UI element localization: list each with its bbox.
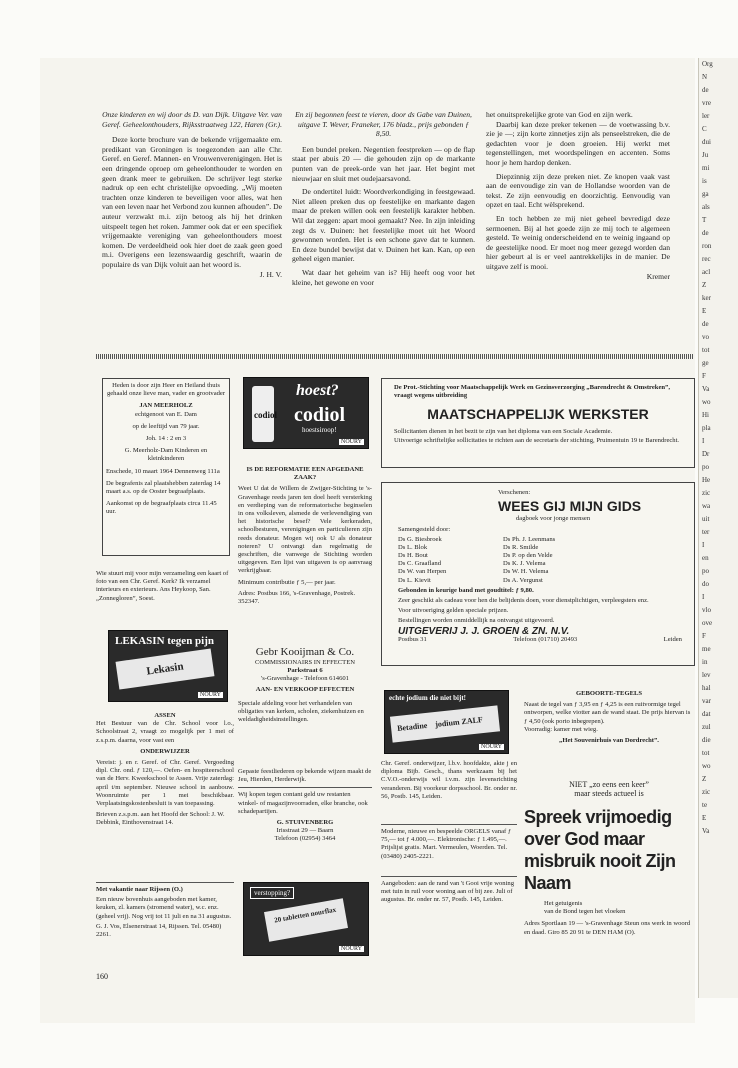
reformatie-body: Weet U dat de Willem de Zwijger-Stichting te 's-Gravenhage reeds jaren ten doel heeft versterking en verdieping van de reformatorische beginselen in ons volksleven, alsmede de verlevendiging van het historische besef? Vele kerkeraden, schoolbesturen, verenigingen en particulieren zijn reeds donateur. Mogen wij ook U als donateur noteren? U ontvangt dan regelmatig de geschriften, die vanwege de Stichting worden uitgegeven. Een lijst van uitgaven is op aanvraag verkrijgbaar. <box>238 485 372 575</box>
noury-logo: NOURY <box>199 692 221 698</box>
death-spouse: echtgenoot van E. Dam <box>135 410 197 418</box>
kooijman-sub: COMMISSIONAIRS IN EFFECTEN <box>254 659 356 666</box>
facing-page-fragment: is <box>702 177 707 185</box>
kooijman-title: Gebr Kooijman & Co. <box>255 646 355 658</box>
facing-page-fragment: acl <box>702 268 711 276</box>
facing-page-fragment: de <box>702 229 709 237</box>
facing-page-fragment: rec <box>702 255 711 263</box>
codiol-headline: hoest? <box>296 382 339 399</box>
death-burial: De begrafenis zal plaatshebben zaterdag 14 maart a.s. op de Ooster begraafplaats. <box>106 479 221 496</box>
werkster-top: De Prot.-Stichting voor Maatschappelijk Werk en Gezinsverzorging „Barendrecht & Omstreken”, vraagt wegens uitbreiding <box>394 384 670 400</box>
death-family: G. Meerholz-Dam Kinderen en kleinkinderen <box>124 447 208 463</box>
review-1-signature: J. H. V. <box>259 269 282 279</box>
facing-page-fragment: Org <box>702 60 713 68</box>
death-notice <box>102 378 230 556</box>
feest-ad <box>238 768 372 844</box>
gids-author: Ds G. Biesbroek <box>398 535 442 543</box>
death-intro: Heden is door zijn Heer en Heiland thuis gehaald onze lieve man, vader en grootvader <box>106 382 226 398</box>
facing-page-fragment: zic <box>702 489 711 497</box>
betadine-zalf: jodium ZALF <box>434 715 484 729</box>
kooijman-aan: AAN- EN VERKOOP EFFECTEN <box>255 685 355 693</box>
divider <box>381 824 517 825</box>
facing-page-fragment: mi <box>702 164 710 172</box>
noury-logo: NOURY <box>480 744 502 750</box>
facing-page-fragment: Hi <box>702 411 709 419</box>
facing-page-fragment: Z <box>702 775 707 783</box>
facing-page-fragment: do <box>702 580 709 588</box>
review-2-p3: Wat daar het geheim van is? Hij heeft oog voor het kleine, het gewone en voor <box>292 267 475 287</box>
death-age: op de leeftijd van 79 jaar. <box>132 422 200 430</box>
facing-page-fragment: Va <box>702 827 710 835</box>
aangeboden-ad: Aangeboden: aan de rand van 't Gooi vrije woning met tuin in ruil voor woning aan of bij zee. Juli of augustus. Br. onder nr. 57, Postb. 145, Leiden. <box>381 880 515 904</box>
gids-bound: Gebonden in keurige band met goudtitel: ƒ 9,80. <box>398 586 534 594</box>
gids-gift: Zeer geschikt als cadeau voor hen die belijdenis doen, voor dienstplichtigen, verpleegsters enz. <box>398 597 649 605</box>
facing-page-fragment: vo <box>702 333 709 341</box>
review-1-body: Deze korte brochure van de bekende vrijgemaakte em. predikant van Groningen is toegezonden aan alle Chr. Geref. en Geref. Mannen- en Vrouwenverenigingen. Het is een dringende oproep om geheelonthouder te worden en geen drank meer te gebruiken. De schrijver legt sterke nadruk op een echt christelijke opvoeding. „Wij moeten trachten onze kinderen te beveiligen voor alles, wat hen van een leven naar het Verbond zou kunnen afhouden”. De auteur verzwakt m.i. zijn betoog als hij het drinken uitspeelt tegen het roken. Jammer ook dat er een specifiek vrijgemaakte vereniging van geheelonthouders moest komen. De verdeeldheid ook hier doet de zaak geen goed m.i. Overigens een lezenswaardig geschrift, waarin de populaire ds van Dijk voluit aan het woord is. <box>102 135 282 269</box>
gids-author: Ds K. J. Velema <box>503 560 546 568</box>
facing-page-fragment: ker <box>702 294 711 302</box>
assen-ad <box>96 712 234 828</box>
vloeken-addr: Adres Sportlaan 19 — 's-Gravenhage Steun ons werk in woord en daad. Giro 85 20 91 te DEN HAM (O). <box>524 920 691 936</box>
facing-page-fragment: hal <box>702 684 711 692</box>
facing-page-fragment: dat <box>702 710 711 718</box>
geboorte-sign: „Het Souvenirhuis van Dordrecht”. <box>559 737 659 745</box>
review-column-3 <box>486 110 670 281</box>
review-column-1 <box>102 110 282 279</box>
facing-page-fragment: He <box>702 476 711 484</box>
review-1-title: Onze kinderen en wij door ds D. van Dijk. Uitgave Ver. van Geref. Geheelonthouders, Rijksstraatweg 122, Haren (Gr.). <box>102 110 282 129</box>
reformatie-title: IS DE REFORMATIE EEN AFGEDANE ZAAK? <box>246 466 364 482</box>
gids-author: Ds W. van Herpen <box>398 568 447 576</box>
facing-page-fragment: ove <box>702 619 713 627</box>
rijssen-title: Met vakantie naar Rijssen (O.) <box>96 886 183 893</box>
kooijman-body: Speciale afdeling voor het verhandelen van obligaties van kerken, scholen, ziekenhuizen en weldadigheidsinstellingen. <box>238 699 364 724</box>
facing-page-edge <box>698 58 738 998</box>
page-number: 160 <box>96 972 108 981</box>
gids-author: Ds P. op den Velde <box>503 552 553 560</box>
photo-request: Wie stuurt mij voor mijn verzameling een kaart of foto van een Chr. Geref. Kerk? Ik verzamel interieurs en exterieurs. Ans Heykoop, San. „Zonnegloren”, Soest. <box>96 570 229 602</box>
reformatie-addr: Adres: Postbus 166, 's-Gravenhage, Postrek. 352347. <box>238 589 356 606</box>
codiol-brand: codiol <box>294 404 346 426</box>
death-place: Enschede, 10 maart 1964 Dennenweg 111a <box>106 467 220 475</box>
gids-samen: Samengesteld door: <box>398 526 451 534</box>
gids-ad <box>381 482 695 666</box>
facing-page-fragment: als <box>702 203 710 211</box>
gids-author: Ds Ph. J. Leenmans <box>503 535 556 543</box>
gids-authors-left <box>398 536 503 585</box>
facing-page-fragment: Va <box>702 385 710 393</box>
vloeken-ad <box>524 780 694 937</box>
bottle-label: codiol <box>254 410 278 420</box>
facing-page-fragment: N <box>702 73 708 81</box>
stuivenberg-name: G. STUIVENBERG <box>276 819 334 827</box>
kooijman-street: Parkstraat 6 <box>287 667 323 675</box>
noury-logo: NOURY <box>340 439 362 445</box>
review-3-p0: het onuitsprekelijke grote van God en zijn werk. <box>486 110 633 119</box>
assen-job: ONDERWIJZER <box>140 747 190 755</box>
facing-page-fragment: ge <box>702 359 709 367</box>
facing-page-fragment: Dr <box>702 450 710 458</box>
kooijman-tel: 's-Gravenhage - Telefoon 614601 <box>261 675 349 683</box>
facing-page-fragment: uit <box>702 515 710 523</box>
betadine-head: echte jodium die niet bijt! <box>389 694 466 702</box>
facing-page-fragment: te <box>702 801 708 809</box>
facing-page-fragment: ter <box>702 528 710 536</box>
assen-req: Vereist: j. en r. Geref. of Chr. Geref. Vergoeding dipl. Chr. ond. ƒ 120,—. Oefen- en hospiteerschool van de Herv. Kweekschool te Assen. Vrije zaterdag: april t/m september. Nieuwe school in aanbouw. Woonruimte per 1 mei beschikbaar. Verplaatsingskostenbesluit is van toepassing. <box>96 759 234 808</box>
gids-order: Voor uitvoeriging gelden speciale prijzen. <box>398 607 509 615</box>
facing-page-fragment: lev <box>702 671 711 679</box>
vloeken-bond: van de Bond tegen het vloeken <box>544 908 626 916</box>
review-3-p3: En toch hebben ze mij niet geheel bevredigd deze sermoenen. Bij al het goede zijn ze mij toch te algemeen gesteld. Te weinig onderscheidend en te weinig ingaand op de geestelijke nood. Er moet nog meer gezegd worden dan hier gebeurt al is er veel aantrekkelijks in de manier. De uitgave zelf is mooi. <box>486 213 670 271</box>
facing-page-fragment: ron <box>702 242 712 250</box>
rijssen-body: Een nieuw bovenhuis aangeboden met kamer, keuken, zl. kamers (stromend water), w.c. enz. (geheel vrij). Nog vrij tot 11 juli en na 31 augustus. <box>96 896 232 920</box>
facing-page-fragment: Ju <box>702 151 709 159</box>
noury-logo: NOURY <box>340 946 362 952</box>
gids-author: Ds R. Smilde <box>503 543 539 551</box>
facing-page-fragment: I <box>702 593 705 601</box>
gids-via: Bestellingen worden onmiddellijk na ontvangst uitgevoerd. <box>398 617 555 625</box>
geboorte-title: GEBOORTE-TEGELS <box>575 690 643 697</box>
review-3-p1: Daarbij kan deze preker tekenen — de voetwassing b.v. zie je —; zijn korte zinnetjes zijn als penseelstreken, die de gedachten voor je doen groeien. Hij werkt met tegenstellingen, met woordspelingen en accenten. Soms hoor je hem hardop denken. <box>486 119 670 167</box>
facing-page-fragment: zic <box>702 788 711 796</box>
facing-page-fragment: vre <box>702 99 711 107</box>
section-divider <box>96 354 694 359</box>
werkster-body1: Sollicitanten dienen in het bezit te zijn van het diploma van een Sociale Academie. <box>394 428 613 436</box>
death-name: JAN MEERHOLZ <box>139 402 193 410</box>
facing-page-fragment: wo <box>702 762 711 770</box>
facing-page-fragment: I <box>702 437 705 445</box>
rijssen-ad <box>96 886 234 939</box>
review-column-2 <box>292 110 475 287</box>
gids-author: Ds L. Blok <box>398 543 428 551</box>
facing-page-fragment: var <box>702 697 711 705</box>
codiol-ad <box>243 377 369 449</box>
facing-page-fragment: T <box>702 216 707 224</box>
stuivenberg-body: Wij kopen tegen contant geld uw restanten winkel- of magazijnvoorraden, elke branche, ook schadepartijen. <box>238 791 368 815</box>
betadine-brand: Betadine <box>396 720 428 733</box>
nourflax-ad <box>243 882 369 956</box>
gids-postbus: Postbus 31 <box>398 635 427 643</box>
rijssen-addr: G. J. Vos, Elsenerstraat 14, Rijssen. Tel. 05480) 2261. <box>96 922 222 939</box>
gids-author: Ds A. Vergunst <box>503 576 543 584</box>
facing-page-fragment: E <box>702 307 707 315</box>
facing-page-fragment: po <box>702 463 709 471</box>
facing-page-fragment: Z <box>702 281 707 289</box>
betadine-ad <box>384 690 509 754</box>
codiol-sub: hoestsiroop! <box>302 426 337 434</box>
vloeken-slogan: Spreek vrijmoedig over God maar misbruik nooit Zijn Naam <box>524 807 676 893</box>
assen-body: Het Bestuur van de Chr. School voor l.o., Schoolstraat 2, vraagt zo mogelijk per 1 mei of z.s.p.m. daarna, voor vast een <box>96 720 234 744</box>
facing-page-fragment: I <box>702 541 705 549</box>
review-2-p1: Een bundel preken. Negentien feestpreken — op de flap staat per abuis 20 — die gehouden zijn op de markante punten van de preek-orde van het jaar. Het begint met nieuwjaar en sluit met oudejaarsavond. <box>292 144 475 183</box>
facing-page-fragment: wa <box>702 502 711 510</box>
facing-page-fragment: me <box>702 645 711 653</box>
feest-body: Gepaste feestliederen op bekende wijzen maakt de Jeu, Hierden, Herderwijk. <box>238 768 372 784</box>
gids-author: Ds C. Graafland <box>398 560 442 568</box>
geboorte-body: Naast de tegel van ƒ 3,95 en ƒ 4,25 is een ruitvormige tegel ontworpen, welke viotter aan de wand staat. De prijs hiervan is ƒ 4,50 (ook porto inbegrepen). <box>524 701 691 725</box>
reformatie-ad <box>238 466 372 606</box>
facing-page-fragment: ler <box>702 112 710 120</box>
gids-publisher: UITGEVERIJ J. J. GROEN & ZN. N.V. <box>398 625 570 637</box>
facing-page-fragment: F <box>702 372 706 380</box>
gids-pre: Verschenen: <box>498 489 531 496</box>
vloeken-l1: NIET „zo eens een keer” <box>569 780 649 789</box>
divider <box>96 882 234 883</box>
lekasin-pack-icon: Lekasin <box>116 648 215 689</box>
death-verse: Joh. 14 : 2 en 3 <box>145 435 187 443</box>
gids-authors-right <box>503 536 555 585</box>
review-3-p2: Diepzinnig zijn deze preken niet. Ze knopen vaak vast aan de eenvoudige zin van de Hollandse woorden van de tekst. Ze zijn eenvoudig en doorzichtig. Eenvoudig van opzet en taal. Echt wèlsprekend. <box>486 171 670 210</box>
werkster-title: MAATSCHAPPELIJK WERKSTER <box>427 406 649 423</box>
stuivenberg-tel: Telefoon (02954) 3464 <box>274 835 336 843</box>
facing-page-fragment: C <box>702 125 707 133</box>
reformatie-min: Minimum contributie ƒ 5,— per jaar. <box>238 578 336 586</box>
gids-title: WEES GIJ MIJN GIDS <box>498 498 642 515</box>
geboorte-store: Voorradig: kamer met wieg. <box>524 725 598 733</box>
review-3-signature: Kremer <box>646 271 670 281</box>
facing-page-fragment: de <box>702 86 709 94</box>
vloeken-getuig: Het getuigenis <box>544 900 583 907</box>
facing-page-fragment: de <box>702 320 709 328</box>
facing-page-fragment: zul <box>702 723 711 731</box>
facing-page-fragment: dui <box>702 138 711 146</box>
geboorte-ad <box>524 690 694 745</box>
lekasin-headline: LEKASIN tegen pijn <box>115 635 215 647</box>
facing-page-fragment: ga <box>702 190 709 198</box>
orgels-ad: Moderne, nieuwe en bespeelde ORGELS vanaf ƒ 75,— tot ƒ 4.000,—. Elektronische: ƒ 1.495,—. Prijslijst gratis. Mart. Vermeulen, Woerden. Tel. (03480) 2405-2221. <box>381 828 512 860</box>
facing-page-fragment: tot <box>702 749 710 757</box>
onderwijzer-ad: Chr. Geref. onderwijzer, l.b.v. hoofdakte, akte j en diploma Bijb. Gesch., thans werkzaam bij het C.V.O.-onderwijs wil i.v.m. zijn levensrichting veranderen. Bij voorkeur dorpsschool. Br. onder nr. 56, Postb. 145, Leiden. <box>381 760 517 800</box>
vloeken-l2: maar steeds actueel is <box>574 789 644 798</box>
facing-page-fragment: die <box>702 736 711 744</box>
divider <box>381 876 517 877</box>
facing-page-fragment: vlo <box>702 606 711 614</box>
werkster-body2: Uitvoerige schriftelijke sollicitaties te richten aan de secretaris der stichting, Pruimentuin 19 te Barendrecht. <box>394 436 680 444</box>
facing-page-fragment: F <box>702 632 706 640</box>
nourflax-pack-icon: 20 tabletten nourflax <box>264 898 348 941</box>
gids-tel: Telefoon (01710) 20493 <box>513 635 578 643</box>
gids-author: Ds L. Kievit <box>398 576 431 584</box>
review-2-title: En zij begonnen feest te vieren, door ds Gabe van Duinen, uitgave T. Wever, Franeker, 176 bladz., prijs gebonden ƒ 8,50. <box>295 110 472 139</box>
gids-author: Ds H. Bout <box>398 552 428 560</box>
gids-city: Leiden <box>663 635 682 643</box>
facing-page-fragment: wo <box>702 398 711 406</box>
facing-page-fragment: en <box>702 554 709 562</box>
assen-send: Brieven z.s.p.m. aan het Hoofd der School: J. W. Debbink, Einthovenstraat 14. <box>96 811 225 827</box>
death-arrival: Aankomst op de begraafplaats circa 11.45 uur. <box>106 500 217 516</box>
facing-page-fragment: in <box>702 658 708 666</box>
gids-author: Ds W. H. Velema <box>503 568 549 576</box>
facing-page-fragment: E <box>702 814 707 822</box>
lekasin-ad <box>108 630 228 702</box>
gids-sub: dagboek voor jonge mensen <box>516 515 591 523</box>
stuivenberg-addr: Irisstraat 29 — Baarn <box>276 827 334 835</box>
divider <box>238 787 372 788</box>
review-2-p2: De ondertitel luidt: Woordverkondiging in feestgewaad. Niet alleen preken dus op feestelijke en markante dagen maar de preken willen ook een feestelijk karakter hebben. Wil dat zeggen: apart mooi gemaakt? Nee. In zijn inleiding zegt ds v. Duinen: het feestelijke moet uit het Woord gewonnen worden. Het is een schone gave dat te kunnen. En deze bundel bewijst dat v. Duinen het kan. Kan, op een geheel eigen manier. <box>292 187 475 264</box>
facing-page-fragment: po <box>702 567 709 575</box>
werkster-ad <box>381 378 695 468</box>
facing-page-fragment: tot <box>702 346 710 354</box>
facing-page-fragment: pla <box>702 424 711 432</box>
nourflax-head: verstopping? <box>250 887 294 899</box>
assen-title: ASSEN <box>154 712 176 719</box>
kooijman-ad <box>238 646 372 724</box>
